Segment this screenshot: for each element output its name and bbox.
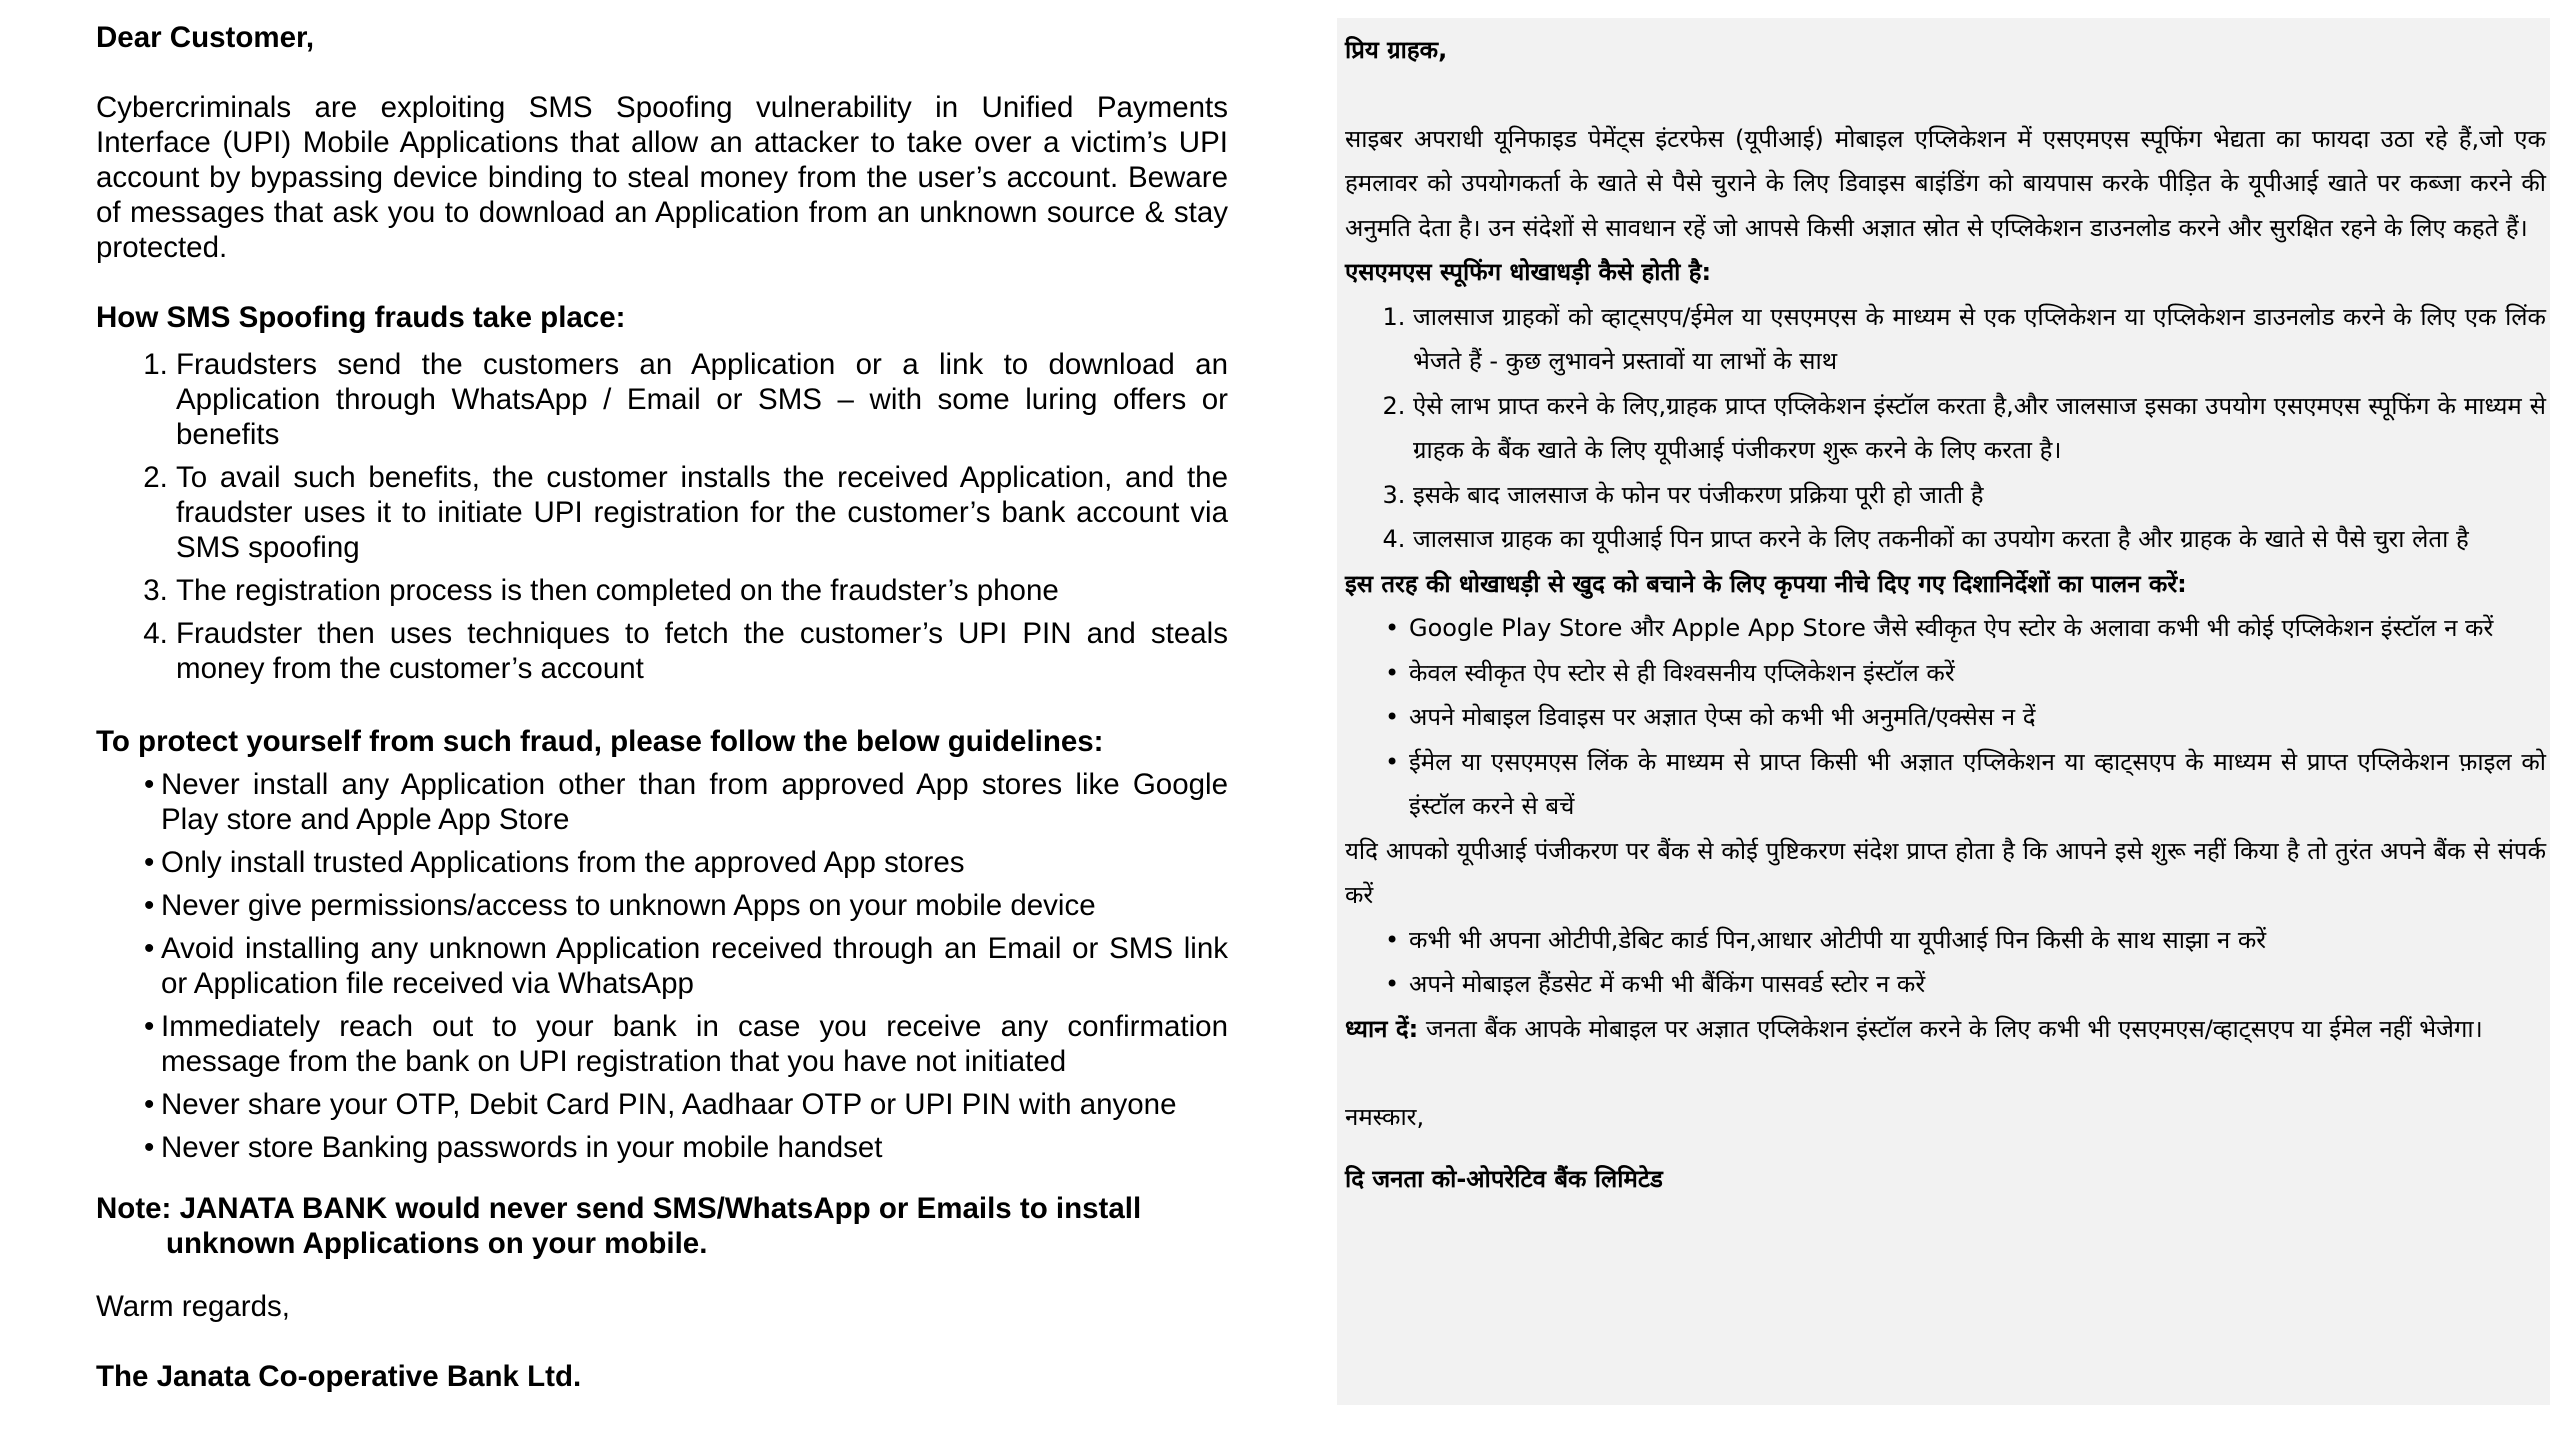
intro-paragraph: साइबर अपराधी यूनिफाइड पेमेंट्स इंटरफेस (यूपीआई) मोबाइल एप्लिकेशन में एसएमएस स्पूफिंग भेद्यता का फायदा उठा रहे हैं,जो एक हमलावर को उपयोगकर्ता के खाते से पैसे चुराने के लिए डिवाइस बाइंडिंग को बायपास करके पीड़ित के यूपीआई खाते पर कब्जा करने की अनुमति देता है। उन संदेशों से सावधान रहें जो आपसे किसी अज्ञात स्रोत से एप्लिकेशन डाउनलोड करने और सुरक्षित रहने के लिए कहते हैं। [1345, 124, 2546, 242]
list-item: • Never store Banking passwords in your mobile handset [96, 1130, 1228, 1165]
guidelines-list-2 [1345, 918, 2546, 1007]
protect-heading: इस तरह की धोखाधड़ी से खुद को बचाने के लिए कृपया नीचे दिए गए दिशानिर्देशों का पालन करें: [1345, 569, 2187, 598]
list-item: • Immediately reach out to your bank in case you receive any confirmation message from the bank on UPI registration that you have not initiated [96, 1009, 1228, 1079]
list-item: • Never give permissions/access to unknown Apps on your mobile device [96, 888, 1228, 923]
list-item: • अपने मोबाइल हैंडसेट में कभी भी बैंकिंग पासवर्ड स्टोर न करें [1345, 962, 2546, 1007]
guidelines-list [96, 767, 1228, 1165]
greeting: प्रिय ग्राहक, [1345, 36, 1448, 64]
list-item: • Never share your OTP, Debit Card PIN, Aadhaar OTP or UPI PIN with anyone [96, 1087, 1228, 1122]
regards: Warm regards, [96, 1290, 290, 1323]
list-item: 1. Fraudsters send the customers an Application or a link to download an Application through WhatsApp / Email or SMS – with some luring offers or benefits [176, 347, 1228, 452]
list-item: 3. इसके बाद जालसाज के फोन पर पंजीकरण प्रक्रिया पूरी हो जाती है [1413, 473, 2546, 518]
bank-signature: The Janata Co-operative Bank Ltd. [96, 1360, 582, 1393]
steps-list [1345, 295, 2546, 562]
how-heading: एसएमएस स्पूफिंग धोखाधड़ी कैसे होती है: [1345, 258, 1712, 286]
note-line: unknown Applications on your mobile. [166, 1227, 708, 1260]
english-notice [96, 20, 1228, 1394]
list-item: • Google Play Store और Apple App Store जैसे स्वीकृत ऐप स्टोर के अलावा कभी भी कोई एप्लिकेशन इंस्टॉल न करें [1345, 606, 2546, 651]
list-item: 4. जालसाज ग्राहक का यूपीआई पिन प्राप्त करने के लिए तकनीकों का उपयोग करता है और ग्राहक के खाते से पैसे चुरा लेता है [1413, 517, 2546, 562]
note-text: जनता बैंक आपके मोबाइल पर अज्ञात एप्लिकेशन इंस्टॉल करने के लिए कभी भी एसएमएस/व्हाट्सएप या ईमेल नहीं भेजेगा। [1418, 1014, 2483, 1043]
regards: नमस्कार, [1345, 1103, 1425, 1131]
bank-signature: दि जनता को-ओपरेटिव बैंक लिमिटेड [1345, 1164, 1663, 1193]
note-line: Note: JANATA BANK would never send SMS/WhatsApp or Emails to install [96, 1192, 1142, 1225]
how-heading: How SMS Spoofing frauds take place: [96, 301, 626, 334]
list-item: • अपने मोबाइल डिवाइस पर अज्ञात ऐप्स को कभी भी अनुमति/एक्सेस न दें [1345, 695, 2546, 740]
list-item: 4. Fraudster then uses techniques to fetch the customer’s UPI PIN and steals money from the customer’s account [176, 616, 1228, 686]
greeting: Dear Customer, [96, 21, 315, 54]
list-item: • Only install trusted Applications from the approved App stores [96, 845, 1228, 880]
list-item: 3. The registration process is then completed on the fraudster’s phone [176, 573, 1228, 608]
list-item: • Avoid installing any unknown Application received through an Email or SMS link or Application file received via WhatsApp [96, 931, 1228, 1001]
list-item: 1. जालसाज ग्राहकों को व्हाट्सएप/ईमेल या एसएमएस के माध्यम से एक एप्लिकेशन या एप्लिकेशन डाउनलोड करने के लिए एक लिंक भेजते हैं - कुछ लुभावने प्रस्तावों या लाभों के साथ [1413, 295, 2546, 384]
confirm-paragraph: यदि आपको यूपीआई पंजीकरण पर बैंक से कोई पुष्टिकरण संदेश प्राप्त होता है कि आपने इसे शुरू नहीं किया है तो तुरंत अपने बैंक से संपर्क करें [1345, 836, 2546, 909]
steps-list [96, 347, 1228, 686]
note-label: ध्यान दें: [1345, 1014, 1419, 1043]
list-item: • ईमेल या एसएमएस लिंक के माध्यम से प्राप्त किसी भी अज्ञात एप्लिकेशन या व्हाट्सएप के माध्यम से प्राप्त एप्लिकेशन फ़ाइल को इंस्टॉल करने से बचें [1345, 740, 2546, 829]
list-item: • केवल स्वीकृत ऐप स्टोर से ही विश्वसनीय एप्लिकेशन इंस्टॉल करें [1345, 651, 2546, 696]
list-item: 2. To avail such benefits, the customer installs the received Application, and the fraudster uses it to initiate UPI registration for the customer’s bank account via SMS spoofing [176, 460, 1228, 565]
protect-heading: To protect yourself from such fraud, please follow the below guidelines: [96, 725, 1104, 758]
note-paragraph [1345, 1007, 2546, 1052]
guidelines-list [1345, 606, 2546, 829]
list-item: • Never install any Application other than from approved App stores like Google Play store and Apple App Store [96, 767, 1228, 837]
hindi-notice [1337, 18, 2550, 1405]
list-item: • कभी भी अपना ओटीपी,डेबिट कार्ड पिन,आधार ओटीपी या यूपीआई पिन किसी के साथ साझा न करें [1345, 918, 2546, 963]
intro-paragraph: Cybercriminals are exploiting SMS Spoofing vulnerability in Unified Payments Interface (UPI) Mobile Applications that allow an attacker to take over a victim’s UPI account by bypassing device binding to steal money from the user’s account. Beware of messages that ask you to download an Application from an unknown source & stay protected. [96, 91, 1228, 264]
list-item: 2. ऐसे लाभ प्राप्त करने के लिए,ग्राहक प्राप्त एप्लिकेशन इंस्टॉल करता है,और जालसाज इसका उपयोग एसएमएस स्पूफिंग के माध्यम से ग्राहक के बैंक खाते के लिए यूपीआई पंजीकरण शुरू करने के लिए करता है। [1413, 384, 2546, 473]
